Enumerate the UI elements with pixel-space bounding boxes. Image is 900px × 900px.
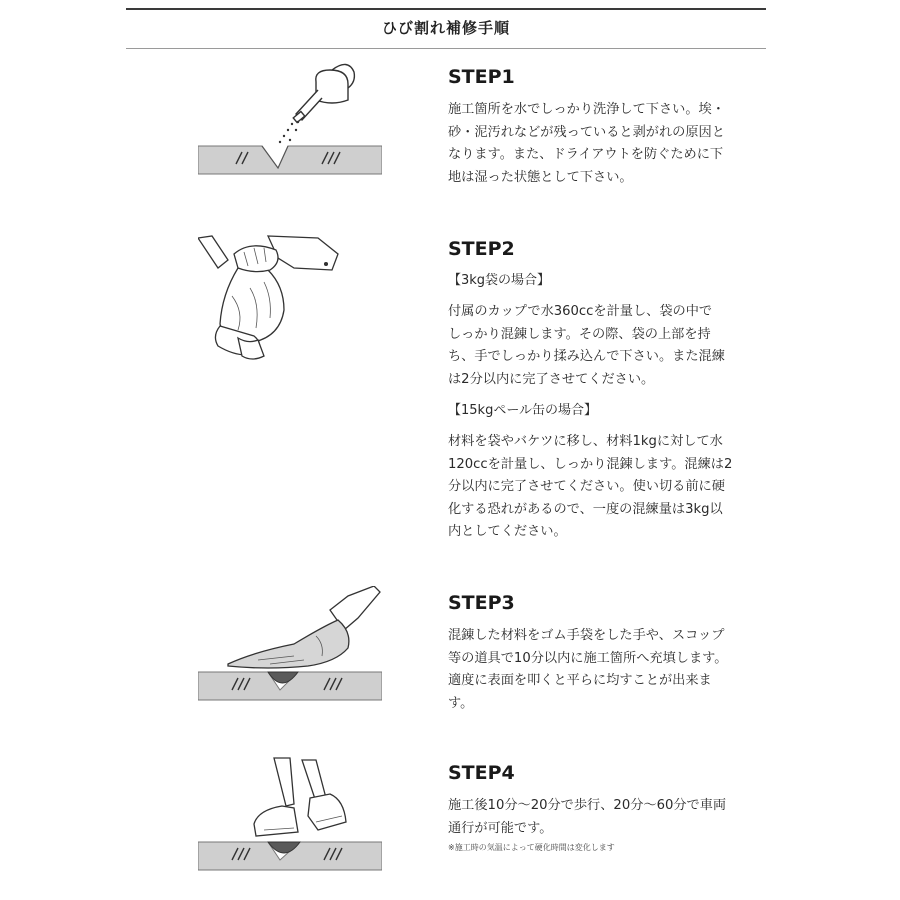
step3-block [448, 594, 778, 715]
step4-line: 通行が可能です。 [448, 820, 553, 836]
step2-case1-text [448, 301, 778, 391]
step2-case1-line: しっかり混錬します。その際、袋の上部を持 [448, 326, 711, 342]
watering-can-icon [198, 60, 382, 178]
step2-illustration [198, 232, 382, 372]
header-top-rule [126, 8, 766, 10]
step1-line: なります。また、ドライアウトを防ぐために下 [448, 147, 724, 162]
step1-line: 砂・泥汚れなどが残っていると剥がれの原因と [448, 124, 725, 140]
step2-case2-line: 化する恐れがあるので、一度の混練量は3kg以 [448, 501, 723, 517]
step2-block [448, 240, 778, 544]
step2-case1-line: 付属のカップで水360ccを計量し、袋の中で [448, 304, 713, 319]
step3-line: 等の道具で10分以内に施工箇所へ充填します。 [448, 650, 728, 666]
step4-heading: STEP4 [448, 762, 515, 784]
step2-heading: STEP2 [448, 238, 515, 260]
step2-case1-line: ち、手でしっかり揉み込んで下さい。また混練 [448, 349, 725, 364]
step3-text [448, 625, 778, 715]
step2-case2-line: 120ccを計量し、しっかり混錬します。混練は2 [448, 456, 733, 472]
step3-line: 混錬した材料をゴム手袋をした手や、スコップ [448, 628, 725, 643]
step4-line: 施工後10分〜20分で歩行、20分〜60分で車両 [448, 798, 727, 813]
step2-case2-text [448, 431, 778, 544]
header-bottom-rule [126, 48, 766, 49]
step1-heading: STEP1 [448, 66, 515, 88]
step2-case2-line: 材料を袋やバケツに移し、材料1kgに対して水 [448, 434, 723, 449]
step2-case2-title: 【15kgペール缶の場合】 [448, 403, 598, 418]
step2-case2-line: 内としてください。 [448, 524, 567, 539]
step1-text [448, 99, 778, 189]
step3-heading: STEP3 [448, 592, 515, 614]
step1-line: 施工箇所を水でしっかり洗浄して下さい。埃・ [448, 102, 725, 117]
step4-text [448, 795, 778, 840]
step2-case2-line: 分以内に完了させてください。使い切る前に硬 [448, 479, 725, 494]
step3-illustration [198, 586, 382, 704]
step3-line: 適度に表面を叩くと平らに均すことが出来ま [448, 673, 712, 688]
walking-boots-icon [198, 756, 382, 874]
step2-case1-title: 【3kg袋の場合】 [448, 273, 551, 288]
step1-illustration [198, 60, 382, 178]
step3-line: す。 [448, 695, 474, 711]
gloved-hand-filling-icon [198, 586, 382, 704]
step4-note: ※施工時の気温によって硬化時間は変化します [448, 843, 615, 852]
step1-line: 地は湿った状態として下さい。 [448, 169, 633, 185]
step1-block [448, 68, 778, 189]
spacer [448, 391, 778, 401]
kneading-bag-icon [198, 232, 382, 372]
step2-case1-line: は2分以内に完了させてください。 [448, 371, 655, 387]
page-title: ひび割れ補修手順 [381, 19, 510, 37]
step4-block [448, 764, 778, 854]
step4-illustration [198, 756, 382, 874]
